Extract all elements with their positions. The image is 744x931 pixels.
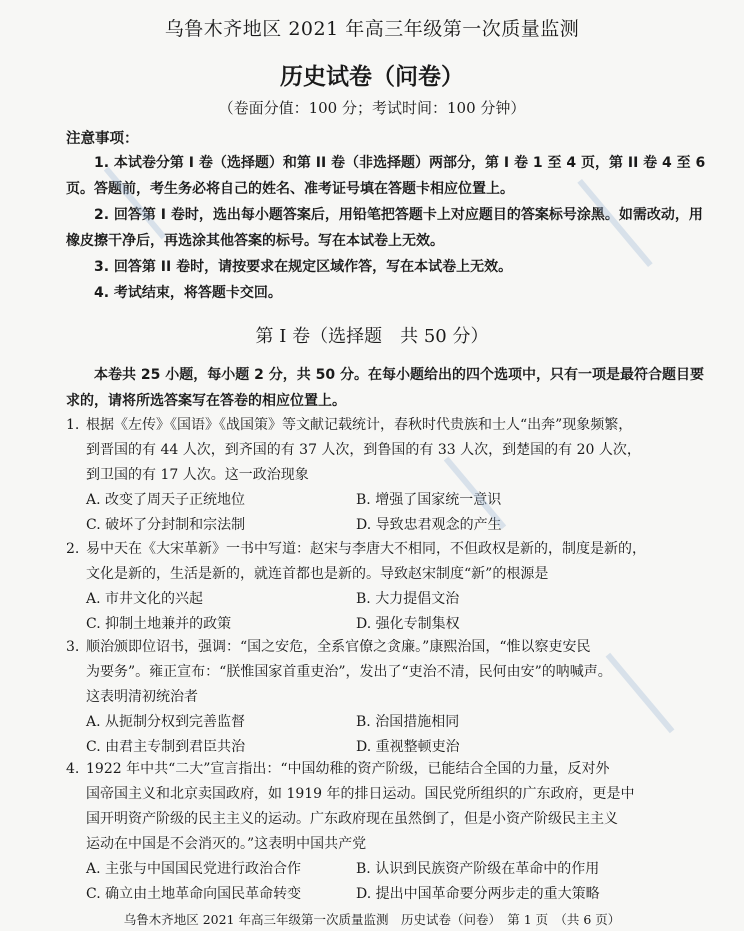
question-3	[66, 635, 726, 760]
option-d: D. 重视整顿吏治	[356, 739, 460, 755]
question-stem-line: 到卫国的有 17 人次。这一政治现象	[86, 467, 309, 483]
question-stem-line: 1922 年中共“二大”宣言指出：“中国幼稚的资产阶级，已能结合全国的力量，反对外	[86, 761, 610, 777]
page-footer: 乌鲁木齐地区 2021 年高三年级第一次质量监测 历史试卷（问卷） 第 1 页 （共 6 页）	[123, 912, 621, 927]
option-b: B. 大力提倡文治	[356, 591, 460, 607]
question-stem-line: 文化是新的，生活是新的，就连首都也是新的。导致赵宋制度“新”的根源是	[86, 566, 549, 582]
question-stem-line: 根据《左传》《国语》《战国策》等文献记载统计，春秋时代贵族和士人“出奔”现象频繁，	[86, 417, 633, 433]
option-a: A. 从扼制分权到完善监督	[86, 714, 246, 730]
question-stem-line: 国帝国主义和北京卖国政府，如 1919 年的排日运动。国民党所组织的广东政府，更是中	[86, 786, 635, 802]
question-4	[66, 757, 726, 907]
option-a: A. 改变了周天子正统地位	[86, 492, 246, 508]
section-title: 第 I 卷（选择题 共 50 分）	[255, 326, 489, 347]
section-intro	[66, 362, 716, 414]
option-row	[66, 587, 726, 612]
question-stem-line: 这表明清初统治者	[86, 689, 198, 705]
notice-item: 4. 考试结束，将答题卡交回。	[94, 285, 282, 301]
option-row	[66, 513, 726, 538]
option-a: A. 主张与中国国民党进行政治合作	[86, 861, 302, 877]
option-b: B. 增强了国家统一意识	[356, 492, 502, 508]
option-c: C. 抑制土地兼并的政策	[86, 616, 232, 632]
notice-item: 1. 本试卷分第 I 卷（选择题）和第 II 卷（非选择题）两部分，第 I 卷 1 至 4 页，第 II 卷 4 至 6 页。答题前，考生务必将自己的姓名、准考证号填在答题卡相应位置上。	[66, 155, 706, 197]
option-a: A. 市井文化的兴起	[86, 591, 204, 607]
option-row	[66, 488, 726, 513]
question-number: 4.	[66, 761, 80, 777]
option-d: D. 导致忠君观念的产生	[356, 517, 502, 533]
question-stem-line: 运动在中国是不会消灭的。”这表明中国共产党	[86, 836, 367, 852]
question-stem-line: 到晋国的有 44 人次，到齐国的有 37 人次，到鲁国的有 33 人次，到楚国的有 20 人次，	[86, 442, 641, 458]
notice-item: 3. 回答第 II 卷时，请按要求在规定区域作答，写在本试卷上无效。	[94, 259, 513, 275]
option-row	[66, 710, 726, 735]
option-row	[66, 612, 726, 637]
option-row	[66, 857, 726, 882]
question-stem-line: 为要务”。雍正宣布：“朕惟国家首重吏治”，发出了“吏治不清，民何由安”的呐喊声。	[86, 664, 612, 680]
question-stem-line: 国开明资产阶级的民主主义的运动。广东政府现在虽然倒了，但是小资产阶级民主主义	[86, 811, 618, 827]
notice-list	[66, 150, 716, 306]
option-b: B. 治国措施相同	[356, 714, 460, 730]
question-stem-line: 易中天在《大宋革新》一书中写道：赵宋与李唐大不相同，不但政权是新的，制度是新的，	[86, 541, 646, 557]
exam-header-title: 乌鲁木齐地区 2021 年高三年级第一次质量监测	[164, 18, 580, 40]
question-number: 2.	[66, 541, 80, 557]
option-b: B. 认识到民族资产阶级在革命中的作用	[356, 861, 600, 877]
option-d: D. 提出中国革命要分两步走的重大策略	[356, 886, 600, 902]
question-stem-line: 顺治颁即位诏书，强调：“国之安危，全系官僚之贪廉。”康熙治国，“惟以察吏安民	[86, 639, 591, 655]
question-number: 3.	[66, 639, 80, 655]
question-2	[66, 537, 726, 637]
option-row	[66, 882, 726, 907]
option-c: C. 由君主专制到君臣共治	[86, 739, 246, 755]
option-c: C. 确立由土地革命向国民革命转变	[86, 886, 302, 902]
exam-info: （卷面分值：100 分；考试时间：100 分钟）	[218, 99, 526, 117]
question-1	[66, 413, 726, 538]
question-number: 1.	[66, 417, 80, 433]
option-c: C. 破坏了分封制和宗法制	[86, 517, 246, 533]
section-intro-text: 本卷共 25 小题，每小题 2 分，共 50 分。在每小题给出的四个选项中，只有一项是最符合题目要求的，请将所选答案写在答卷的相应位置上。	[66, 367, 704, 409]
notice-heading: 注意事项：	[66, 131, 139, 147]
notice-item: 2. 回答第 I 卷时，选出每小题答案后，用铅笔把答题卡上对应题目的答案标号涂黑。如需改动，用橡皮擦干净后，再选涂其他答案的标号。写在本试卷上无效。	[66, 207, 703, 249]
page-title: 历史试卷（问卷）	[280, 64, 464, 90]
option-d: D. 强化专制集权	[356, 616, 460, 632]
